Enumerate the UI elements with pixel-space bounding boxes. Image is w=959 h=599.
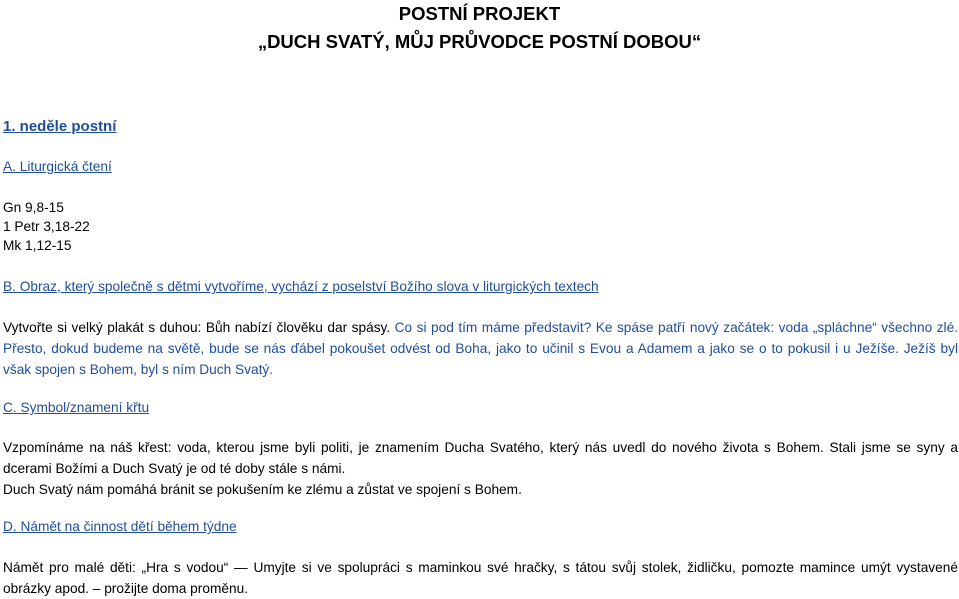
reading-1: Gn 9,8-15 <box>3 200 64 215</box>
section-c-paragraph-2: Duch Svatý nám pomáhá bránit se pokušením ke zlému a zůstat ve spojení s Bohem. <box>3 482 522 497</box>
reading-3: Mk 1,12-15 <box>3 238 72 253</box>
section-c-paragraph-1: Vzpomínáme na náš křest: voda, kterou jsme byli politi, je znamením Ducha Svatého, který nás uvedl do nového života s Bohem. Stali jsme se syny a dcerami Božími a Duch Svatý je od té doby stále s námi. <box>3 440 958 476</box>
section-b-heading[interactable]: B. Obraz, který společně s dětmi vytvoříme, vychází z poselství Božího slova v liturgických textech <box>3 279 599 294</box>
section-b-paragraph <box>3 317 958 380</box>
week-heading[interactable]: 1. neděle postní <box>3 118 117 135</box>
section-c-heading[interactable]: C. Symbol/znamení křtu <box>3 400 150 415</box>
section-a-heading[interactable]: A. Liturgická čtení <box>3 159 112 174</box>
section-b-text-explanation: Co si pod tím máme představit? Ke spáse patří nový začátek: voda „spláchne“ všechno zlé. Přesto, dokud budeme na světě, bude se nás ďábel pokoušet odvést od Boha, jako to učinil s Evou a Adamem a jako se o to pokusil i u Ježíše. Ježíš byl však spojen s Bohem, byl s ním Duch Svatý. <box>3 320 958 377</box>
section-b-text-intro: Vytvořte si velký plakát s duhou: Bůh nabízí člověku dar spásy. <box>3 320 391 335</box>
reading-2: 1 Petr 3,18-22 <box>3 219 90 234</box>
project-title: POSTNÍ PROJEKT <box>398 3 561 24</box>
section-d-heading[interactable]: D. Námět na činnost dětí během týdne <box>3 519 237 534</box>
section-d-paragraph: Námět pro malé děti: „Hra s vodou“ — Umyjte si ve spolupráci s maminkou své hračky, s tátou svůj stolek, židličku, pomozte mamince umýt vystavené obrázky apod. – prožijte doma proměnu. <box>3 560 958 596</box>
project-subtitle: „DUCH SVATÝ, MŮJ PRŮVODCE POSTNÍ DOBOU“ <box>257 31 702 52</box>
